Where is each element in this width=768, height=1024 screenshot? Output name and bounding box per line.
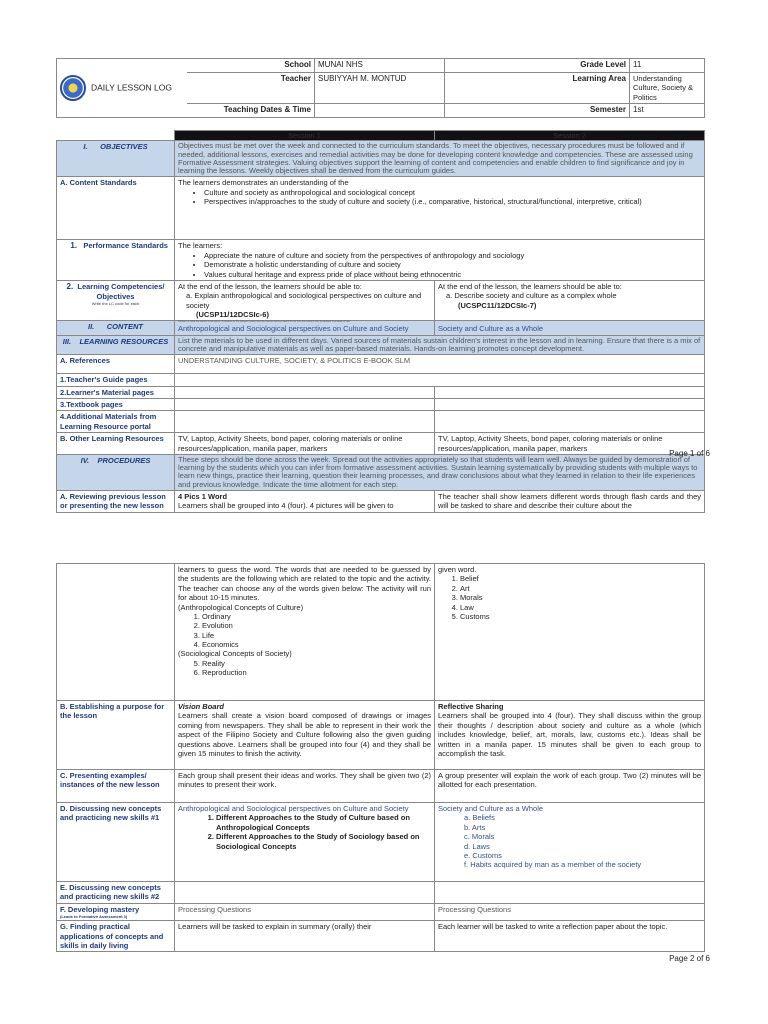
performance-standards-value: The learners: • Appreciate the nature of culture and society from the perspectives of anthropology and sociology • Demonstrate a holistic understanding of culture and society • Values cultural heritage and express pride of place without being ethnocentric	[175, 240, 705, 281]
purpose-s2: Reflective Sharing Learners shall be grouped into 4 (four). They shall discuss within the group their thoughts / description about society and culture as a whole (which includes knowledge, belief, art, morals, law, customs etc.). Ideas shall be written in a manila paper. 15 minutes shall be given to each group to accomplish the task.	[435, 701, 705, 770]
dll-title: DAILY LESSON LOG	[91, 82, 172, 93]
examples-label: C. Presenting examples/ instances of the new lesson	[57, 770, 175, 803]
resources-note: List the materials to be used in different days. Varied sources of materials sustain children's interest in the lesson and in learning. Ensure that there is a mix of concrete and manipulative materials as well as paper-based materials. Hands-on learning promotes concept development.	[175, 335, 705, 355]
references-value: UNDERSTANDING CULTURE, SOCIETY, & POLITICS E-BOOK SLM	[175, 355, 705, 374]
page-number-2: Page 2 of 6	[669, 954, 710, 963]
competencies-s2: At the end of the lesson, the learners should be able to: a. Describe society and culture as a complex whole (UCSPC11/12DCSIc-7)	[435, 280, 705, 321]
performance-standards-label: 1. Performance Standards	[57, 240, 175, 281]
area-value: Understanding Culture, Society & Politics	[630, 73, 705, 104]
area-label: Learning Area	[445, 73, 630, 104]
content-heading: II. CONTENT	[57, 321, 175, 335]
references-label: A. References	[57, 355, 175, 374]
review-s2-cont: given word. 1. Belief 2. Art 3. Morals 4. Law 5. Customs	[435, 564, 705, 701]
competencies-label: 2. Learning Competencies/ Objectives Write the LC code for each	[57, 280, 175, 321]
review-s2: The teacher shall show learners different words through flash cards and they will be tasked to share and describe their culture about the	[435, 490, 705, 512]
teacher-value: SUBIYYAH M. MONTUD	[315, 73, 445, 104]
grade-label: Grade Level	[445, 59, 630, 73]
semester-value: 1st	[630, 104, 705, 118]
content-standards-label: A. Content Standards	[57, 177, 175, 240]
page-1	[0, 0, 768, 511]
procedures-note: These steps should be done across the week. Spread out the activities appropriately so that students will learn well. Always be guided by demonstration of learning by the students which you can infer from formative assessment activities. Sustain learning systematically by providing students with multiple ways to learn new things, practice their learning, question their learning processes, and draw conclusions about what they learned in relation to their life experiences and previous knowledge. Indicate the time allotment for each step.	[175, 454, 705, 490]
ref-row-1: 1.Teacher's Guide pages	[57, 374, 175, 386]
examples-s1: Each group shall present their ideas and works. They shall be given two (2) minutes to present their work.	[175, 770, 435, 803]
school-value: MUNAI NHS	[315, 59, 445, 73]
mastery-label: F. Developing mastery (Leads to Formative Assessment 3)	[57, 903, 175, 920]
session-1-header: Session 1	[175, 131, 435, 141]
lesson-table-p1	[56, 130, 705, 513]
discussing1-s1: Anthropological and Sociological perspectives on Culture and Society 1. Different Approaches to the Study of Culture based on Anthropological Concepts 2. Different Approaches to the Study of Sociology based on Sociological Concepts	[175, 803, 435, 882]
other-resources-label: B. Other Learning Resources	[57, 433, 175, 455]
content-s1: Content is what the lesson is all about. It pertains to the subject matter that the teacher aims to teach in the CG, the content can be tackled in a week or two. Anthropological and Sociological perspectives on Culture and Society	[175, 321, 435, 335]
review-s1-cont: learners to guess the word. The words that are needed to be guessed by the students are the following which are related to the topic and the activity. The teacher can choose any of the words given below: The activity will run for about 10-15 minutes. (Anthropological Concepts of Culture) 1. Ordinary 2. Evolution 3. Life 4. Economics (Sociological Concepts of Society) 5. Reality 6. Reproduction	[175, 564, 435, 701]
teacher-label: Teacher	[187, 73, 315, 104]
other-resources-s2: TV, Laptop, Activity Sheets, bond paper, coloring materials or online resources/application, manila paper, markers	[435, 433, 705, 455]
page-number-1: Page 1 of 6	[669, 449, 710, 458]
competencies-s1: At the end of the lesson, the learners should be able to: a. Explain anthropological and sociological perspectives on culture and society (UCSP11/12DCSIc-6)	[175, 280, 435, 321]
deped-seal-icon	[60, 75, 86, 101]
ref-row-4: 4.Additional Materials from Learning Resource portal	[57, 411, 175, 433]
content-s2: Society and Culture as a Whole	[435, 321, 705, 335]
applications-label: G. Finding practical applications of concepts and skills in daily living	[57, 921, 175, 952]
objectives-heading: I. OBJECTIVES	[57, 141, 175, 177]
examples-s2: A group presenter will explain the work of each group. Two (2) minutes will be allotted for each presentation.	[435, 770, 705, 803]
discussing1-label: D. Discussing new concepts and practicing new skills #1	[57, 803, 175, 882]
school-label: School	[187, 59, 315, 73]
logo-cell	[57, 59, 187, 118]
discussing2-label: E. Discussing new concepts and practicing new skills #2	[57, 882, 175, 904]
session-2-header: Session 2	[435, 131, 705, 141]
resources-heading: III. LEARNING RESOURCES	[57, 335, 175, 355]
dates-value	[315, 104, 445, 118]
review-label: A. Reviewing previous lesson or presenting the new lesson	[57, 490, 175, 512]
purpose-label: B. Establishing a purpose for the lesson	[57, 701, 175, 770]
purpose-s1: Vision Board Learners shall create a vision board composed of drawings or images coming from newspapers. They shall be able to represent in their work the aspect of the Filipino Society and Culture following also the given guiding questions above. Learners shall be grouped into four (4) and they shall be given 15 minutes to finish the activity.	[175, 701, 435, 770]
header-table	[56, 58, 705, 118]
grade-value: 11	[630, 59, 705, 73]
semester-label: Semester	[445, 104, 630, 118]
other-resources-s1: TV, Laptop, Activity Sheets, bond paper, coloring materials or online resources/application, manila paper, markers	[175, 433, 435, 455]
review-s1: 4 Pics 1 Word Learners shall be grouped into 4 (four). 4 pictures will be given to	[175, 490, 435, 512]
mastery-s2: Processing Questions	[435, 903, 705, 920]
applications-s2: Each learner will be tasked to write a reflection paper about the topic.	[435, 921, 705, 952]
procedures-heading: IV. PROCEDURES	[57, 454, 175, 490]
ref-row-3: 3.Textbook pages	[57, 399, 175, 411]
applications-s1: Learners will be tasked to explain in summary (orally) their	[175, 921, 435, 952]
dates-label: Teaching Dates & Time	[187, 104, 315, 118]
lesson-table-p2	[56, 563, 705, 952]
objectives-note: Objectives must be met over the week and connected to the curriculum standards. To meet the objectives, necessary procedures must be followed and if needed, additional lessons, exercises and remedial activities may be done for developing content knowledge and competencies. These are assessed using Formative Assessment strategies. Valuing objectives support the learning of content and competencies and enable children to find significance and joy in learning the lessons. Weekly objectives shall be derived from the curriculum guides.	[175, 141, 705, 177]
discussing1-s2: Society and Culture as a Whole a. Beliefs b. Arts c. Morals d. Laws e. Customs f. Habits acquired by man as a member of the society	[435, 803, 705, 882]
mastery-s1: Processing Questions	[175, 903, 435, 920]
ref-row-2: 2.Learner's Material pages	[57, 386, 175, 398]
content-standards-value: The learners demonstrates an understanding of the • Culture and society as anthropological and sociological concept • Perspectives in/approaches to the study of culture and society (i.e., comparative, historical, structural/functional, interpretive, critical)	[175, 177, 705, 240]
